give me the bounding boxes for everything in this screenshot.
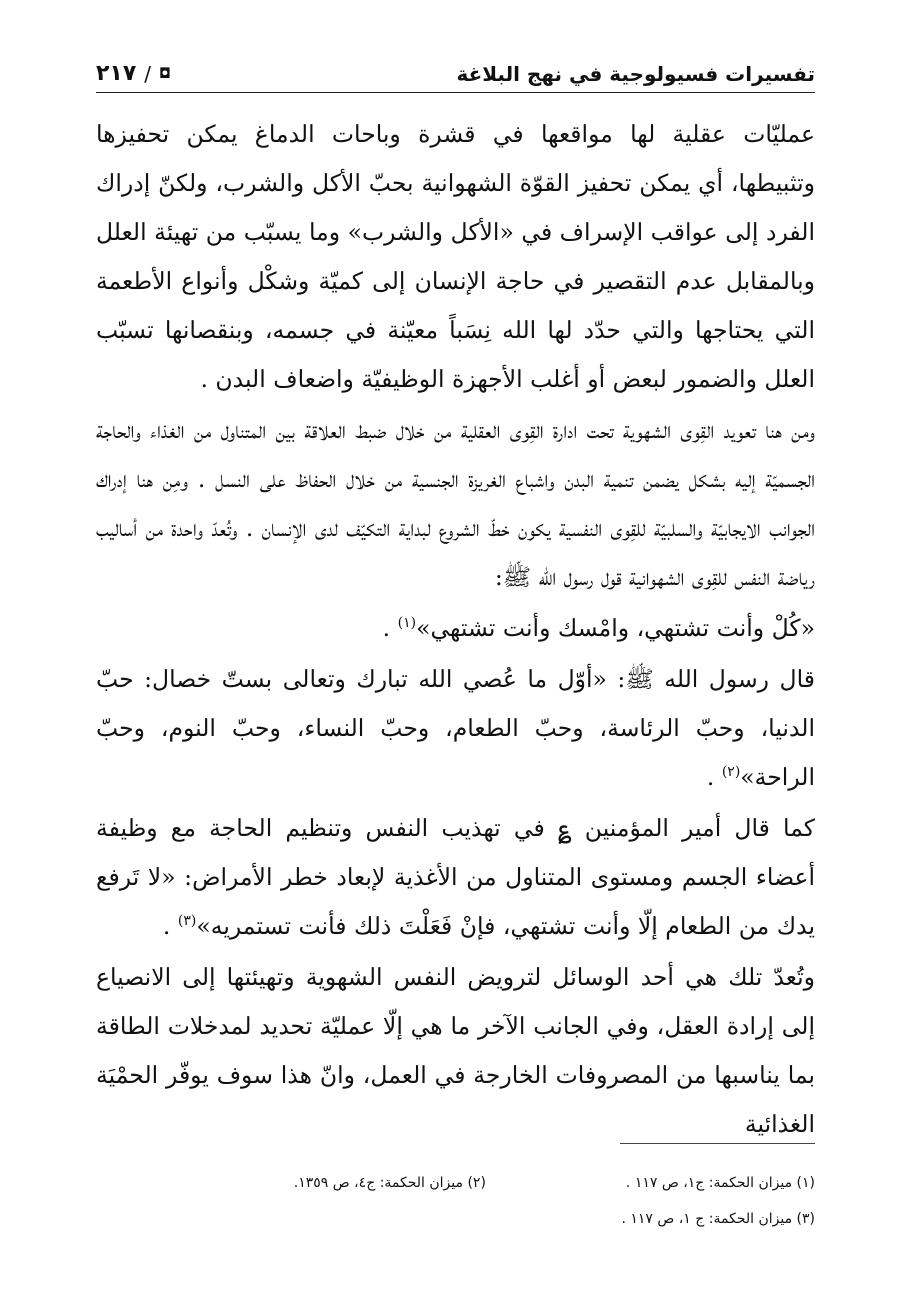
page-number-group [96,61,171,86]
footnote-2: (٢) ميزان الحكمة: ج٤، ص ١٣٥٩. [293,1175,486,1191]
paragraph-3 [96,655,815,802]
paragraph-2: ومن هنا تعويد القِوى الشهوية تحت ادارة القِوى العقلية من خلال ضبط العلاقة بين المتناول من الغذاء والحاجة الجسميّة إليه بشكل يضمن تنمية البدن واشباع الغريزة الجنسية من خلال الحفاظ على النسل . ومِن هنا إدراك الجوانب الايجابيّة والسلبيّة للقِوى النفسية يكون خطّ الشروع لبداية التكيّف لدى الإنسان . وتُعدّ واحدة من أساليب رياضة النفس للقِوى الشهوانية قول رسول الله ﷺ: [96,416,815,591]
paragraph-5: وتُعدّ تلك هي أحد الوسائل لترويض النفس الشهوية وتهيئتها إلى الانصياع إلى إرادة العقل، وفي الجانب الآخر ما هي إلّا عمليّة تحديد لمدخلات الطاقة بما يناسبها من المصروفات الخارجة في العمل، وانّ هذا سوف يوفّر الحمْيَة الغذائية [96,963,815,1138]
footnote-ref-3: (٣) [177,913,197,930]
footnote-ref-1: (١) [397,615,417,632]
footnote-1: (١) ميزان الحكمة: ج١، ص ١١٧ . [625,1175,815,1191]
footnote-row-1 [96,1165,815,1201]
ornament-icon: ◘ [159,65,171,82]
paragraph-3-end: . [706,763,722,791]
quote-1 [96,604,815,653]
book-title: تفسيرات فسيولوجية في نهج البلاغة [456,62,815,86]
paragraph-4-text: كما قال أمير المؤمنين ؏ في تهذيب النفس وتنظيم الحاجة مع وظيفة أعضاء الجسم ومستوى المتناول من الأغذية لإبعاد خطر الأمراض: «لا تَرفع يدك من الطعام إلّا وأنت تشتهي، فإنْ فَعَلْتَ ذلك فأنت تستمريه» [96,814,815,940]
running-header [96,46,815,93]
page-number: ٢١٧ [96,61,137,86]
footnote-separator [620,1143,815,1144]
paragraph-4-end: . [162,912,178,940]
footnote-3: (٣) ميزان الحكمة: ج ١، ص ١١٧ . [621,1211,815,1227]
header-separator: / [144,61,152,86]
paragraph-4 [96,804,815,951]
paragraph-3-text: قال رسول الله ﷺ: «أوّل ما عُصي الله تبارك وتعالى بستّ خصال: حبّ الدنيا، وحبّ الرئاسة، وحبّ الطعام، وحبّ النساء، وحبّ النوم، وحبّ الراحة» [96,665,815,791]
footnote-row-2 [96,1201,815,1237]
quote-1-end: . [382,614,398,642]
footnote-ref-2: (٢) [721,764,741,781]
body-text [96,110,815,1149]
footnotes [96,1165,815,1237]
quote-1-text: «كُلْ وأنت تشتهي، وامْسك وأنت تشتهي» [416,614,815,642]
paragraph-1: عمليّات عقلية لها مواقعها في قشرة وباحات الدماغ يمكن تحفيزها وتثبيطها، أي يمكن تحفيز القوّة الشهوانية بحبّ الأكل والشرب، ولكنّ إدراك الفرد إلى عواقب الإسراف في «الأكل والشرب» وما يسبّب من تهيئة العلل وبالمقابل عدم التقصير في حاجة الإنسان إلى كميّة وشكْل وأنواع الأطعمة التي يحتاجها والتي حدّد لها الله نِسَباً معيّنة في جسمه، وبنقصانها تسبّب العلل والضمور لبعض أو أغلب الأجهزة الوظيفيّة واضعاف البدن . [96,120,815,393]
